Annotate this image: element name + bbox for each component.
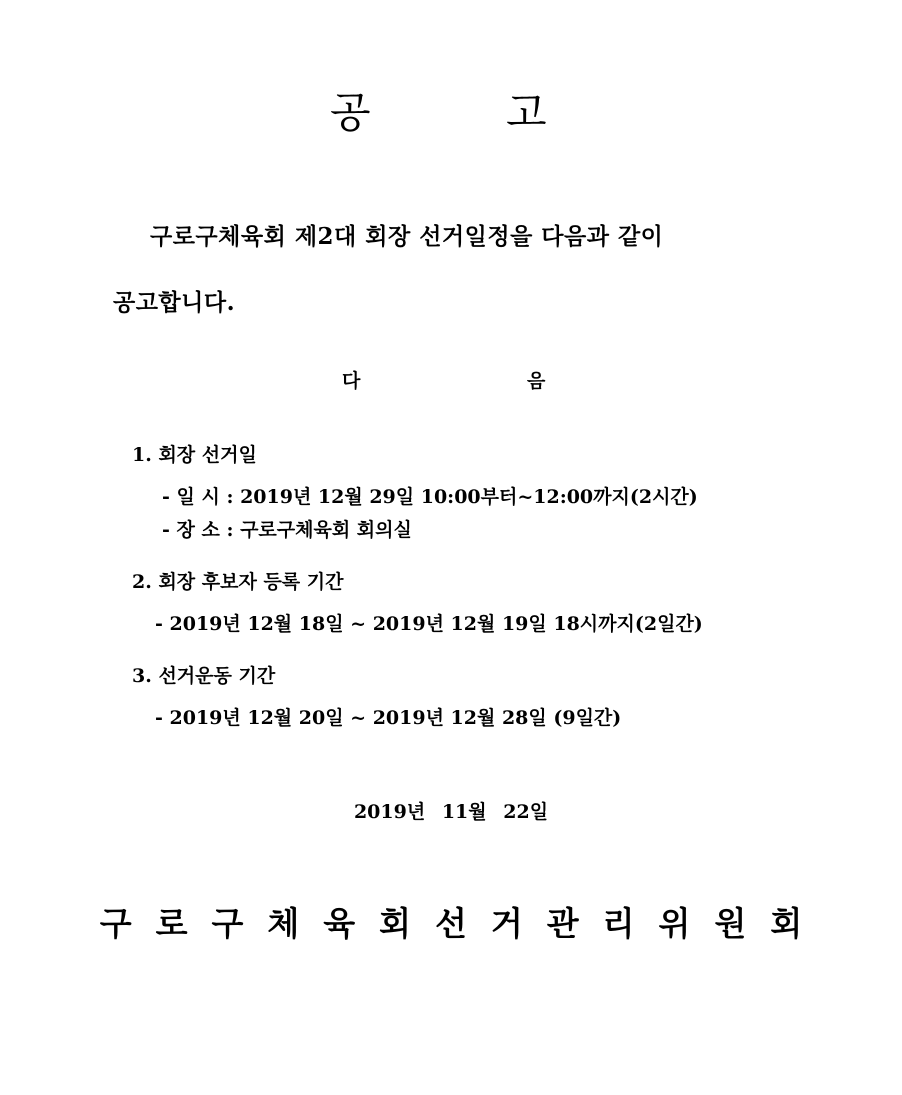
daeum-char-da: 다 [342, 370, 361, 392]
section-1-heading: 1. 회장 선거일 [132, 444, 257, 466]
section-2-heading: 2. 회장 후보자 등록 기간 [132, 571, 344, 593]
date-month: 11월 [441, 801, 487, 823]
organization-name: 구로구체육회선거관리위원회 [99, 904, 827, 943]
section-2-period: - 2019년 12월 18일 ~ 2019년 12월 19일 18시까지(2일간) [155, 613, 703, 635]
section-1-datetime: - 일 시 : 2019년 12월 29일 10:00부터~12:00까지(2시간) [162, 486, 698, 508]
date-year: 2019년 [353, 801, 426, 823]
section-3-heading: 3. 선거운동 기간 [132, 665, 276, 687]
daeum-char-eum: 음 [527, 370, 546, 392]
intro-line-2: 공고합니다. [113, 289, 236, 316]
notice-date [0, 797, 902, 824]
title-char-gong: 공 [330, 88, 371, 137]
section-3-period: - 2019년 12월 20일 ~ 2019년 12월 28일 (9일간) [155, 707, 622, 729]
title-char-go: 고 [506, 88, 547, 137]
section-1-location: - 장 소 : 구로구체육회 회의실 [162, 519, 412, 541]
intro-line-1: 구로구체육회 제2대 회장 선거일정을 다음과 같이 [150, 223, 664, 250]
date-day: 22일 [503, 801, 549, 823]
